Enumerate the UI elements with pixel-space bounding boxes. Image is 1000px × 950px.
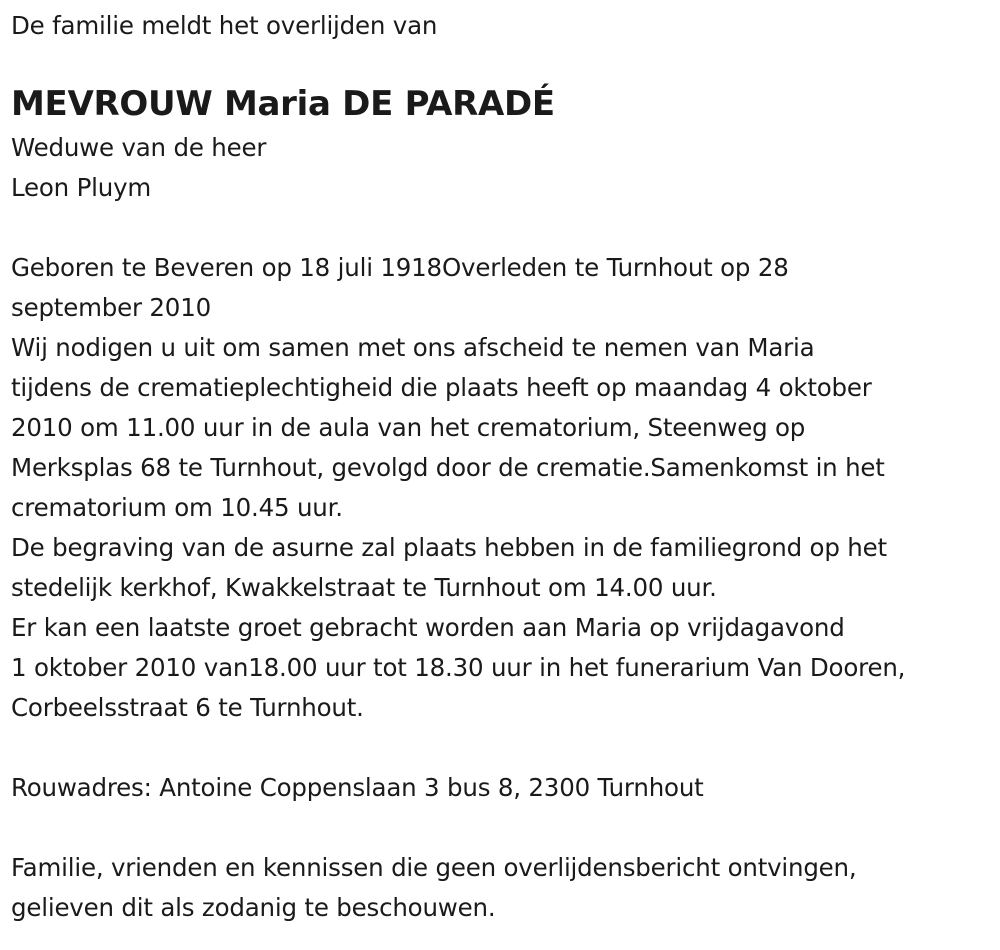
deceased-name: MEVROUW Maria DE PARADÉ [11,84,555,124]
intro-text: De familie meldt het overlijden van [11,11,438,40]
relation-line-2: Leon Pluym [11,173,152,202]
body-line-12: Corbeelsstraat 6 te Turnhout. [11,693,364,722]
spacer [11,808,996,848]
spacer [11,208,996,248]
body-line-8: De begraving van de asurne zal plaats hebben in de familiegrond op het [11,533,887,562]
body-line-7: crematorium om 10.45 uur. [11,493,343,522]
body-line-2: september 2010 [11,293,211,322]
body-line-5: 2010 om 11.00 uur in de aula van het crematorium, Steenweg op [11,413,806,442]
relation-line-1: Weduwe van de heer [11,133,267,162]
body-line-1: Geboren te Beveren op 18 juli 1918Overleden te Turnhout op 28 [11,253,789,282]
closing-line-2: gelieven dit als zodanig te beschouwen. [11,893,496,922]
body-line-3: Wij nodigen u uit om samen met ons afscheid te nemen van Maria [11,333,815,362]
body-line-9: stedelijk kerkhof, Kwakkelstraat te Turnhout om 14.00 uur. [11,573,717,602]
mourning-address: Rouwadres: Antoine Coppenslaan 3 bus 8, 2300 Turnhout [11,773,704,802]
body-line-10: Er kan een laatste groet gebracht worden aan Maria op vrijdagavond [11,613,845,642]
spacer [11,728,996,768]
body-line-11: 1 oktober 2010 van18.00 uur tot 18.30 uur in het funerarium Van Dooren, [11,653,906,682]
body-line-4: tijdens de crematieplechtigheid die plaats heeft op maandag 4 oktober [11,373,872,402]
obituary-document [11,6,996,928]
body-line-6: Merksplas 68 te Turnhout, gevolgd door de crematie.Samenkomst in het [11,453,885,482]
closing-line-1: Familie, vrienden en kennissen die geen overlijdensbericht ontvingen, [11,853,857,882]
